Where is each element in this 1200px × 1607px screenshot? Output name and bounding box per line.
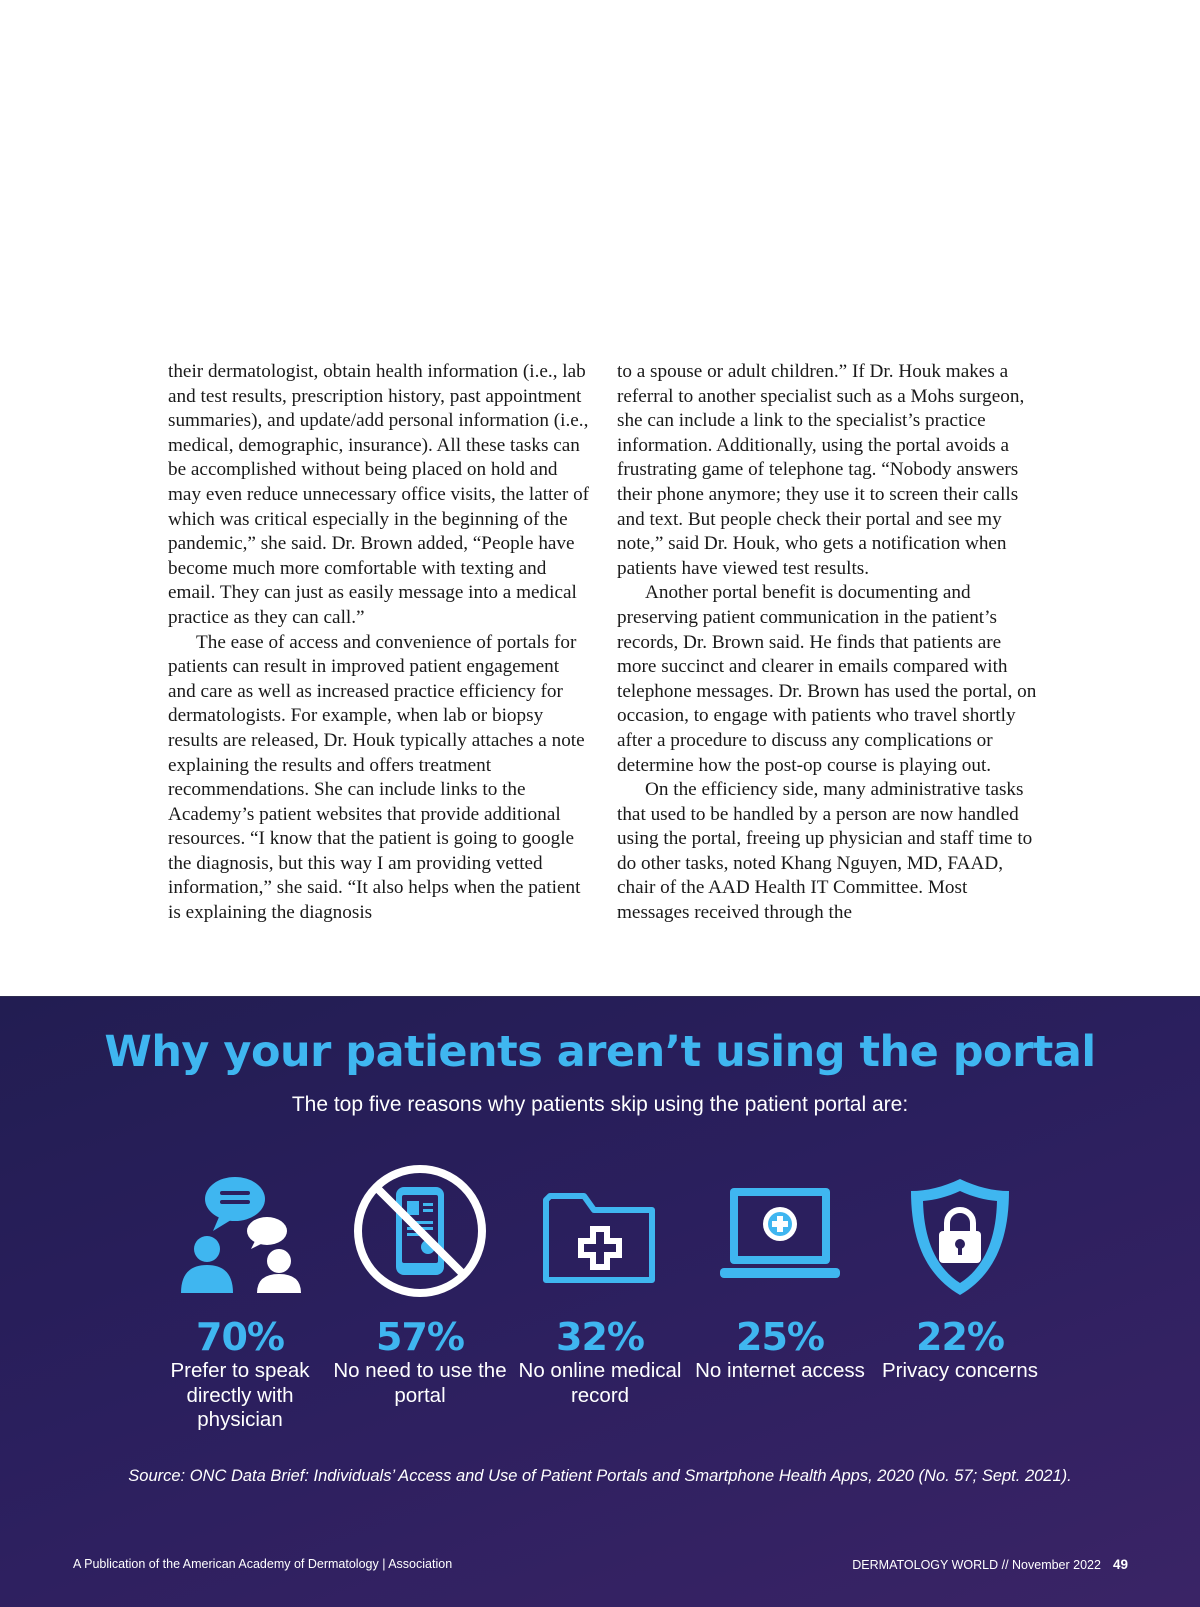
paragraph: their dermatologist, obtain health information (i.e., lab and test results, prescription history, past appointment summaries), and update/add personal information (i.e., medical, demographic, insurance). All these tasks can be accomplished without being placed on hold and may even reduce unnecessary office visits, the latter of which was critical especially in the beginning of the pandemic,” she said. Dr. Brown added, “People have become much more comfortable with texting and email. They can just as easily message into a medical practice as they can call.” bbox=[168, 361, 590, 628]
infographic-panel bbox=[0, 996, 1200, 1607]
article-column-1 bbox=[168, 360, 591, 926]
stats-row bbox=[150, 1175, 1050, 1433]
paragraph: Another portal benefit is documenting and preserving patient communication in the patient’s records, Dr. Brown said. He finds that patients are more succinct and clearer in emails compared with telephone messages. Dr. Brown has used the portal, on occasion, to engage with patients who travel shortly after a procedure to discuss any complications or determine how the post-op course is playing out. bbox=[617, 582, 1037, 776]
stat-label: No need to use the portal bbox=[333, 1359, 507, 1407]
stat-label: Privacy concerns bbox=[881, 1359, 1039, 1382]
infographic-subtitle: The top five reasons why patients skip using the patient portal are: bbox=[291, 1093, 909, 1116]
article-body bbox=[168, 360, 1040, 926]
source-citation: Source: ONC Data Brief: Individuals’ Access and Use of Patient Portals and Smartphone Health Apps, 2020 (No. 57; Sept. 2021). bbox=[128, 1467, 1072, 1485]
stat-percent: 57% bbox=[376, 1315, 464, 1359]
shield-lock-icon bbox=[885, 1175, 1035, 1299]
no-phone-icon bbox=[345, 1175, 495, 1299]
stat-item bbox=[150, 1175, 330, 1433]
stat-percent: 22% bbox=[916, 1315, 1004, 1359]
issue-label: DERMATOLOGY WORLD // November 2022 bbox=[852, 1558, 1101, 1572]
paragraph: to a spouse or adult children.” If Dr. Houk makes a referral to another specialist such as a Mohs surgeon, she can include a link to the specialist’s practice information. Additionally, using the portal avoids a frustrating game of telephone tag. “Nobody answers their phone anymore; they use it to screen their calls and text. But people check their portal and see my note,” said Dr. Houk, who gets a notification when patients have viewed test results. bbox=[617, 361, 1025, 579]
issue-info bbox=[852, 1557, 1128, 1572]
speech-bubbles-people-icon bbox=[165, 1175, 315, 1299]
stat-label: No online medical record bbox=[518, 1359, 682, 1407]
stat-label: No internet access bbox=[695, 1359, 865, 1382]
stat-item bbox=[510, 1175, 690, 1433]
stat-percent: 32% bbox=[556, 1315, 644, 1359]
laptop-medical-icon bbox=[705, 1175, 855, 1299]
page-footer bbox=[0, 1557, 1200, 1577]
infographic-title: Why your patients aren’t using the portal bbox=[104, 1027, 1096, 1077]
paragraph: The ease of access and convenience of portals for patients can result in improved patient engagement and care as well as increased practice efficiency for dermatologists. For example, when lab or biopsy results are released, Dr. Houk typically attaches a note explaining the results and offers treatment recommendations. She can include links to the Academy’s patient websites that provide additional resources. “I know that the patient is going to google the diagnosis, but this way I am providing vetted information,” she said. “It also helps when the patient is explaining the diagnosis bbox=[168, 631, 585, 924]
publication-credit: A Publication of the American Academy of Dermatology | Association bbox=[73, 1557, 453, 1571]
stat-item bbox=[870, 1175, 1050, 1433]
stat-item bbox=[690, 1175, 870, 1433]
page-number: 49 bbox=[1112, 1557, 1128, 1572]
paragraph: On the efficiency side, many administrative tasks that used to be handled by a person are now handled using the portal, freeing up physician and staff time to do other tasks, noted Khang Nguyen, MD, FAAD, chair of the AAD Health IT Committee. Most messages received through the bbox=[617, 779, 1033, 924]
stat-percent: 70% bbox=[196, 1315, 284, 1359]
medical-folder-icon bbox=[525, 1175, 675, 1299]
stat-item bbox=[330, 1175, 510, 1433]
stat-label: Prefer to speak directly with physician bbox=[170, 1359, 310, 1431]
article-column-2 bbox=[617, 360, 1040, 926]
stat-percent: 25% bbox=[736, 1315, 824, 1359]
